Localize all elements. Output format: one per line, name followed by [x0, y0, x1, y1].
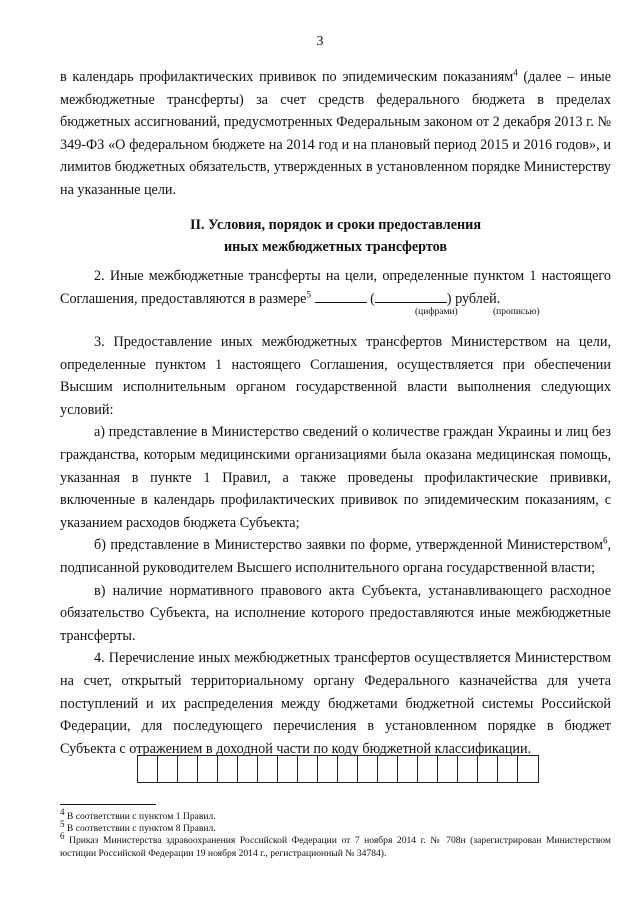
- para3-item-b: [60, 534, 611, 579]
- item-b-text-a: б) представление в Министерство заявки по форме, утвержденной Министерством: [94, 537, 603, 554]
- code-cell: [478, 756, 498, 782]
- footnote-text: Приказ Министерства здравоохранения Российской Федерации от 7 ноября 2014 г. № 708н (зарегистрирован Министерством юстиции Российской Федерации 19 ноября 2014 г., регистрационный № 34784).: [60, 835, 611, 859]
- amount-words-blank: [375, 289, 447, 303]
- footnote-text: В соответствии с пунктом 8 Правил.: [64, 823, 216, 834]
- code-cell: [138, 756, 158, 782]
- section-heading-line1: II. Условия, порядок и сроки предоставления: [189, 217, 482, 233]
- code-cell: [238, 756, 258, 782]
- para3-item-a: а) представление в Министерство сведений о количестве граждан Украины и лиц без гражданства, которым медицинскими организациями была оказана медицинская помощь, указанная в пункте 1 Правил, а также проведены профилактические прививки, включенные в календарь профилактических прививок по эпидемическим показаниям, с указанием расходов бюджета Субъекта;: [60, 424, 611, 531]
- para3-intro: 3. Предоставление иных межбюджетных трансфертов Министерством на цели, определенные пунктом 1 настоящего Соглашения, осуществляется при обеспечении Высшим исполнительным органом государственной власти выполнения следующих условий:: [60, 334, 611, 418]
- item-b-text-b: , подписанной руководителем Высшего исполнительного органа государственной власти;: [60, 537, 611, 576]
- code-cell: [438, 756, 458, 782]
- code-cell: [318, 756, 338, 782]
- footnote-5: [60, 818, 611, 836]
- code-cell: [458, 756, 478, 782]
- footnote-ref-4: 4: [513, 67, 518, 78]
- section-heading: [60, 214, 611, 258]
- code-cell: [298, 756, 318, 782]
- digits-caption: (цифрами): [415, 307, 458, 317]
- intro-text-b: (далее – иные межбюджетные трансферты) за счет средств федерального бюджета в пределах бюджетных ассигнований, предусмотренных Федеральным законом от 2 декабря 2013 г. № 349-ФЗ «О федеральном бюджете на 2014 год и на плановый период 2015 и 2016 годов», и лимитов бюджетных обязательств, утвержденных в установленном порядке Министерству на указанные цели.: [60, 69, 611, 198]
- code-cell: [378, 756, 398, 782]
- code-cell: [258, 756, 278, 782]
- code-cell: [358, 756, 378, 782]
- para4: 4. Перечисление иных межбюджетных трансфертов осуществляется Министерством на счет, открытый территориальному органу Федерального казначейства для учета поступлений и их распределения между бюджетами бюджетной системы Российской Федерации, для последующего перечисления в установленном порядке в бюджет Субъекта с отражением в доходной части по коду бюджетной классификации.: [60, 650, 611, 757]
- words-caption: (прописью): [493, 307, 540, 317]
- intro-paragraph: [60, 66, 611, 202]
- footnote-mark: 5: [60, 818, 65, 829]
- code-cell: [198, 756, 218, 782]
- code-cell: [338, 756, 358, 782]
- footnote-mark: 4: [60, 806, 65, 817]
- footnote-mark: 6: [60, 830, 65, 841]
- section-heading-line2: иных межбюджетных трансфертов: [223, 239, 448, 255]
- footnote-ref-5: 5: [306, 288, 311, 299]
- code-cell: [278, 756, 298, 782]
- para2-close: ) рублей.: [446, 290, 501, 307]
- code-cell: [418, 756, 438, 782]
- code-cell: [398, 756, 418, 782]
- footnote-separator: [60, 804, 156, 805]
- code-cell: [518, 756, 538, 782]
- budget-code-grid: [137, 755, 539, 783]
- para2-text: 2. Иные межбюджетные трансферты на цели, определенные пунктом 1 настоящего Соглашения, предоставляются в размере: [60, 268, 611, 307]
- open-paren: (: [370, 290, 375, 307]
- intro-text-a: в календарь профилактических прививок по эпидемическим показаниям: [60, 69, 514, 85]
- footnote-4: [60, 806, 611, 824]
- page-number: 3: [316, 34, 324, 49]
- code-cell: [158, 756, 178, 782]
- para3-item-c: в) наличие нормативного правового акта Субъекта, устанавливающего расходное обязательство Субъекта, на исполнение которого предоставляются иные межбюджетные трансферты.: [60, 582, 611, 644]
- code-cell: [498, 756, 518, 782]
- paragraph-3: [60, 331, 611, 760]
- paragraph-2: [60, 265, 611, 310]
- code-cell: [178, 756, 198, 782]
- amount-digits-blank: [315, 289, 367, 303]
- footnote-6: [60, 830, 611, 860]
- footnote-ref-6: 6: [602, 535, 608, 546]
- footnote-text: В соответствии с пунктом 1 Правил.: [64, 811, 216, 822]
- code-cell: [218, 756, 238, 782]
